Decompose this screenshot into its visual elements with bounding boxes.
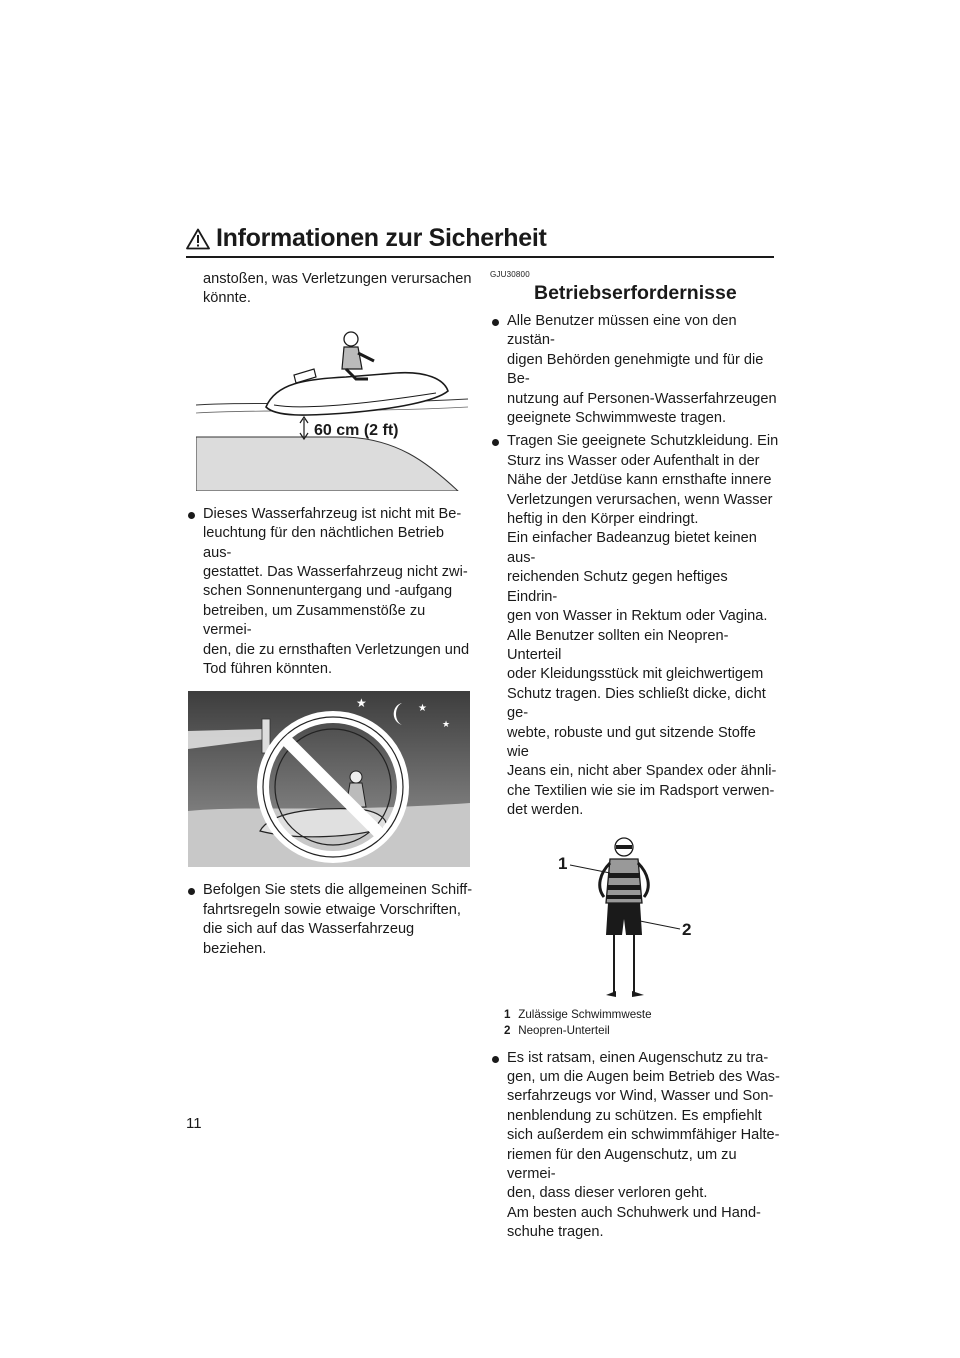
bullet-protective-clothing — [490, 432, 780, 820]
figure-protective-gear — [550, 833, 780, 1005]
right-column — [490, 270, 780, 1243]
clearance-label: 60 cm (2 ft) — [314, 421, 399, 439]
bullet-text-continued: Ein einfacher Badeanzug bietet keinen aus- reichenden Schutz gegen heftiges Eindrin- gen von Wasser in Rektum oder Vagina. Alle Benutzer sollten ein Neopren-Unterteil oder Kleidungsstück mit gleichwertigem Schutz tragen. Dies schließt dicke, dicht ge- webte, robuste und gut sitzende Stoffe wie Jeans ein, nicht aber Spandex oder ähnli- che Textilien wie sie im Radsport verwen- det werden. — [507, 530, 777, 819]
page-number: 11 — [186, 1115, 202, 1132]
page-header — [186, 224, 774, 258]
person-protective-gear-illustration — [550, 833, 710, 1005]
bullet-eye-protection — [490, 1049, 780, 1243]
page-title: Informationen zur Sicherheit — [216, 224, 547, 252]
legend-text: Zulässige Schwimmweste — [518, 1007, 652, 1021]
figure-no-night — [188, 691, 476, 867]
bullet-night-operation — [186, 505, 476, 680]
legend-number: 1 — [504, 1007, 511, 1021]
jetski-clearance-illustration — [196, 321, 468, 491]
svg-text:★: ★ — [442, 720, 451, 731]
svg-text:★: ★ — [356, 696, 367, 711]
bullet-text-continued: Am besten auch Schuhwerk und Hand- schuhe tragen. — [507, 1204, 761, 1241]
legend-number: 2 — [504, 1023, 511, 1037]
section-title: Betriebserfordernisse — [534, 282, 737, 304]
callout-1: 1 — [558, 853, 568, 873]
bullet-text: Befolgen Sie stets die allgemeinen Schiff- fahrtsregeln sowie etwaige Vorschriften, die sich auf das Wasserfahrzeug beziehen. — [203, 882, 473, 957]
bullet-dot — [492, 439, 499, 446]
warning-triangle-icon — [186, 228, 210, 250]
bullet-dot — [188, 888, 195, 895]
bullet-navigation-rules — [186, 881, 476, 959]
callout-2: 2 — [682, 919, 692, 939]
svg-text:★: ★ — [418, 703, 427, 715]
legend-item — [504, 1007, 780, 1023]
bullet-text: Dieses Wasserfahrzeug ist nicht mit Be- leuchtung für den nächtlichen Betrieb aus- gestattet. Das Wasserfahrzeug nicht zwi- schen Sonnenuntergang und -aufgang betreiben, um Zusammenstöße zu vermei- den, die zu ernsthaften Verletzungen und Tod führen könnten. — [203, 505, 470, 678]
bullet-life-vest — [490, 312, 780, 428]
no-night-operation-illustration — [188, 691, 470, 867]
bullet-text: Tragen Sie geeignete Schutzkleidung. Ein Sturz ins Wasser oder Aufenthalt in der Nähe der Jetdüse kann ernsthafte innere Verletzungen verursachen, wenn Wasser heftig in den Körper eindringt. — [507, 433, 779, 528]
intro-text: anstoßen, was Verletzungen verursachen könnte. — [203, 271, 472, 307]
legend-text: Neopren-Unterteil — [518, 1023, 610, 1037]
bullet-dot — [188, 512, 195, 519]
bullet-dot — [492, 1056, 499, 1063]
figure-legend — [490, 1007, 780, 1039]
figure-clearance — [196, 321, 476, 491]
bullet-dot — [492, 319, 499, 326]
bullet-text: Es ist ratsam, einen Augenschutz zu tra- gen, um die Augen beim Betrieb des Was- serfahrzeugs vor Wind, Wasser und Son- nenblendung zu schützen. Es empfiehlt sich außerdem ein schwimmfähiger Halte- riemen für den Augenschutz, um zu vermei- den, dass dieser verloren geht. — [507, 1049, 780, 1202]
bullet-text: Alle Benutzer müssen eine von den zustän- digen Behörden genehmigte und für die Be- nutzung auf Personen-Wasserfahrzeugen geeignete Schwimmweste tragen. — [507, 313, 777, 427]
section-code: GJU30800 — [490, 270, 530, 279]
legend-item — [504, 1023, 780, 1039]
left-column — [186, 270, 476, 959]
